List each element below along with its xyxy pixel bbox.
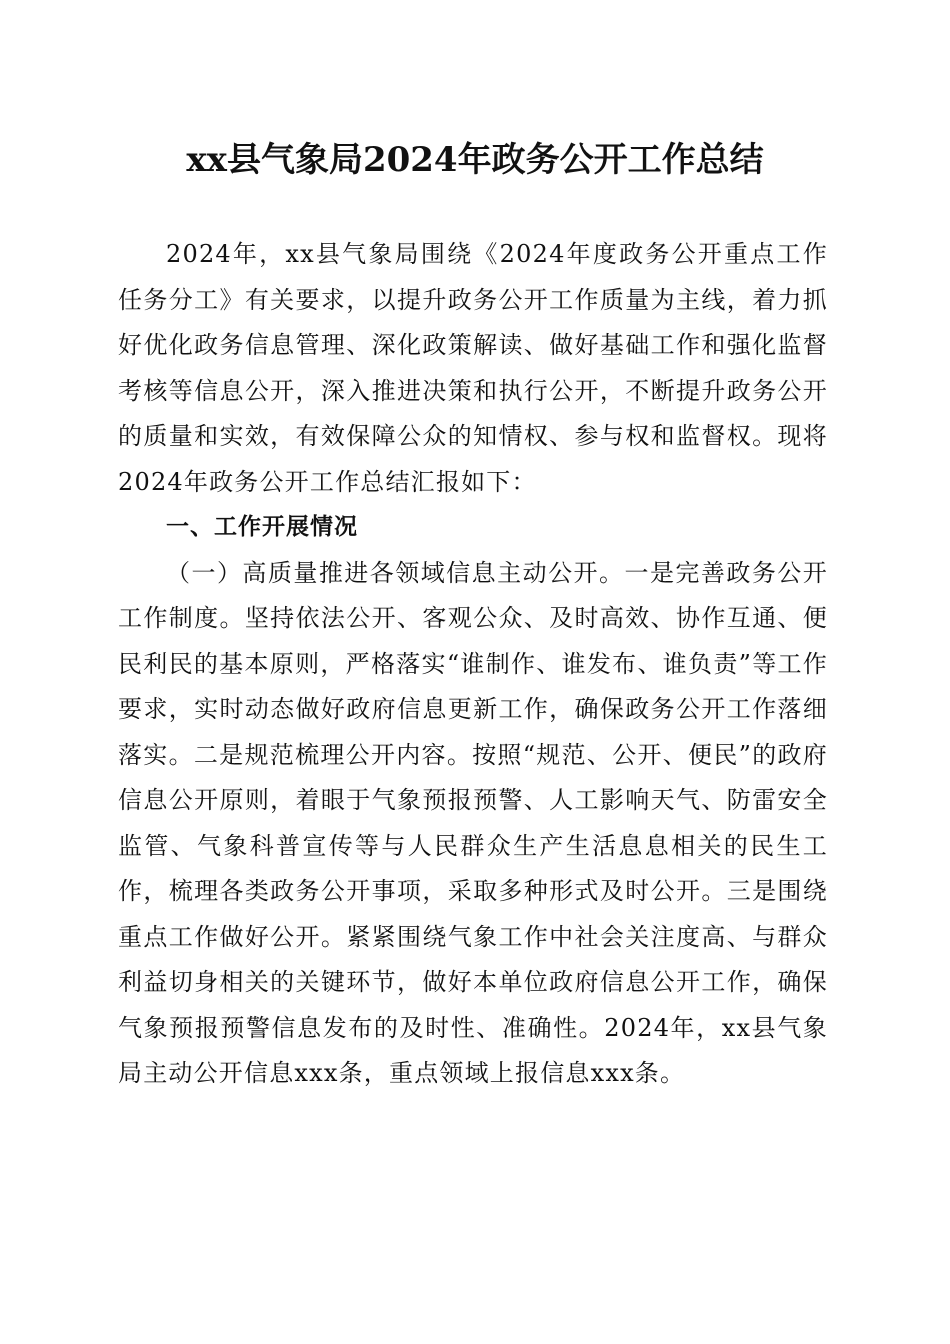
intro-paragraph: 2024年，xx县气象局围绕《2024年度政务公开重点工作任务分工》有关要求，以提升政务公开工作质量为主线，着力抓好优化政务信息管理、深化政策解读、做好基础工作和强化监督考核等信息公开，深入推进决策和执行公开，不断提升政务公开的质量和实效，有效保障公众的知情权、参与权和监督权。现将2024年政务公开工作总结汇报如下： (118, 240, 828, 496)
subsection-body: 一是完善政务公开工作制度。坚持依法公开、客观公众、及时高效、协作互通、便民利民的基本原则，严格落实“谁制作、谁发布、谁负责”等工作要求，实时动态做好政府信息更新工作，确保政务公开工作落细落实。二是规范梳理公开内容。按照“规范、公开、便民”的政府信息公开原则，着眼于气象预报预警、人工影响天气、防雷安全监管、气象科普宣传等与人民群众生产生活息息相关的民生工作，梳理各类政务公开事项，采取多种形式及时公开。三是围绕重点工作做好公开。紧紧围绕气象工作中社会关注度高、与群众利益切身相关的关键环节，做好本单位政府信息公开工作，确保气象预报预警信息发布的及时性、准确性。2024年，xx县气象局主动公开信息xxx条，重点领域上报信息xxx条。 (118, 558, 828, 1087)
document-title: xx县气象局2024年政务公开工作总结 (186, 140, 764, 180)
subsection-title: （一）高质量推进各领域信息主动公开。 (166, 558, 625, 587)
document-body (118, 232, 828, 1097)
section-paragraph (118, 551, 828, 1097)
section-heading: 一、工作开展情况 (166, 514, 358, 540)
